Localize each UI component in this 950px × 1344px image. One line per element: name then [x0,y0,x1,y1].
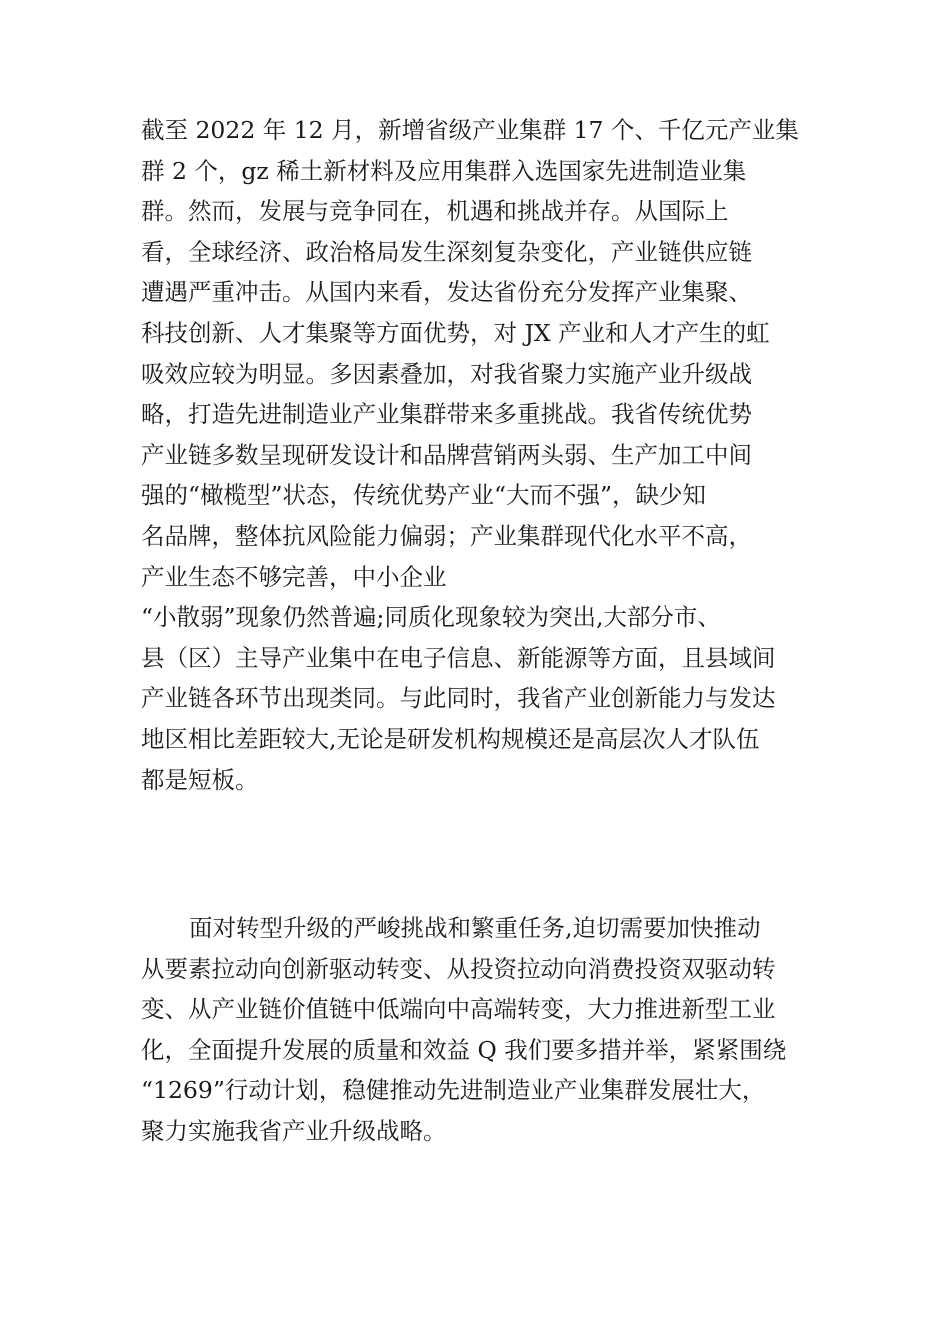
text-line: 群 2 个，gz 稀土新材料及应用集群入选国家先进制造业集 [141,156,747,185]
text-line: 产业链多数呈现研发设计和品牌营销两头弱、生产加工中间 [141,440,752,469]
text-line: 名品牌，整体抗风险能力偏弱；产业集群现代化水平不高， [141,521,752,550]
text-line: 面对转型升级的严峻挑战和繁重任务,迫切需要加快推动 [189,914,761,942]
text-line: 强的“橄榄型”状态，传统优势产业“大而不强”，缺少知 [141,481,707,510]
text-line: 产业链各环节出现类同。与此同时，我省产业创新能力与发达 [141,684,776,713]
text-line: 变、从产业链价值链中低端向中高端转变，大力推进新型工业 [141,995,776,1024]
paragraph-1 [141,110,841,800]
text-line: “1269”行动计划，稳健推动先进制造业产业集群发展壮大， [141,1076,766,1105]
text-line: 略，打造先进制造业产业集群带来多重挑战。我省传统优势 [141,400,752,429]
text-line: 化，全面提升发展的质量和效益 Q 我们要多措并举，紧紧围绕 [141,1035,787,1064]
text-line: 科技创新、人才集聚等方面优势，对 JX 产业和人才产生的虹 [141,318,770,347]
text-line: 看，全球经济、政治格局发生深刻复杂变化，产业链供应链 [141,237,752,266]
text-line: 截至 2022 年 12 月，新增省级产业集群 17 个、千亿元产业集 [141,116,799,144]
text-line: 地区相比差距较大,无论是研发机构规模还是高层次人才队伍 [141,724,760,753]
text-line: “小散弱”现象仍然普遍;同质化现象较为突出,大部分市、 [141,603,721,632]
text-line: 产业生态不够完善，中小企业 [141,562,447,591]
paragraph-2 [141,908,841,1152]
text-line: 聚力实施我省产业升级战略。 [141,1116,447,1145]
text-line: 县（区）主导产业集中在电子信息、新能源等方面，且县域间 [141,643,776,672]
text-line: 群。然而，发展与竞争同在，机遇和挑战并存。从国际上 [141,197,729,226]
text-line: 遭遇严重冲击。从国内来看，发达省份充分发挥产业集聚、 [141,278,752,307]
text-line: 从要素拉动向创新驱动转变、从投资拉动向消费投资双驱动转 [141,954,776,983]
text-line: 都是短板。 [141,765,259,794]
text-line: 吸效应较为明显。多因素叠加，对我省聚力实施产业升级战 [141,359,752,388]
